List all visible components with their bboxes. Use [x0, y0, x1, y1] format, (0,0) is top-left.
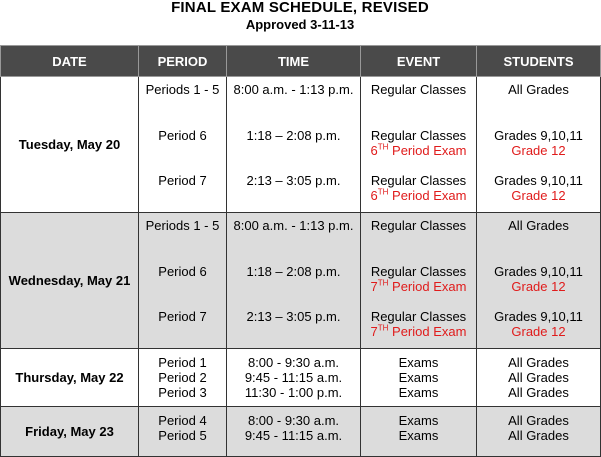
time-text: 8:00 - 9:30 a.m. [247, 413, 340, 428]
column-header-event: EVENT [361, 46, 477, 77]
period-text: Period 3 [158, 385, 207, 400]
time-text: 8:00 a.m. - 1:13 p.m. [233, 82, 354, 97]
students-text: All Grades [508, 355, 569, 370]
students-text: All Grades [508, 385, 569, 400]
students-cell [477, 349, 601, 407]
students-cell [477, 213, 601, 349]
time-text: 9:45 - 11:15 a.m. [244, 370, 343, 385]
students-highlight: Grade 12 [511, 143, 566, 158]
students-text: Grades 9,10,11 [494, 128, 583, 143]
time-cell [227, 213, 361, 349]
column-header-time: TIME [227, 46, 361, 77]
date-cell: Wednesday, May 21 [1, 213, 139, 349]
event-text: Exams [398, 413, 439, 428]
students-highlight: Grade 12 [511, 188, 566, 203]
event-text: Exams [398, 385, 439, 400]
time-text: 11:30 - 1:00 p.m. [244, 385, 343, 400]
table-row-wednesday [1, 213, 601, 349]
event-text: Exams [398, 428, 439, 443]
event-text: Exams [398, 355, 439, 370]
students-highlight: Grade 12 [511, 324, 566, 339]
period-text: Period 1 [158, 355, 207, 370]
exam-note: 7TH Period Exam [370, 278, 467, 294]
period-text: Period 6 [158, 264, 207, 279]
event-text: Regular Classes [370, 173, 467, 188]
period-text: Period 4 [158, 413, 207, 428]
table-row-thursday [1, 349, 601, 407]
time-text: 8:00 - 9:30 a.m. [247, 355, 340, 370]
students-text: All Grades [508, 413, 569, 428]
time-text: 8:00 a.m. - 1:13 p.m. [233, 218, 354, 233]
students-cell [477, 77, 601, 213]
period-cell [139, 213, 227, 349]
event-text: Regular Classes [370, 309, 467, 324]
period-text: Period 2 [158, 370, 207, 385]
students-text: All Grades [508, 82, 569, 97]
students-text: Grades 9,10,11 [494, 309, 583, 324]
date-cell: Thursday, May 22 [1, 349, 139, 407]
students-text: All Grades [508, 428, 569, 443]
time-text: 9:45 - 11:15 a.m. [244, 428, 343, 443]
period-text: Period 6 [158, 128, 207, 143]
period-text: Periods 1 - 5 [145, 218, 220, 233]
table-row-friday [1, 407, 601, 457]
time-text: 1:18 – 2:08 p.m. [246, 264, 341, 279]
time-text: 1:18 – 2:08 p.m. [246, 128, 341, 143]
exam-schedule-table [0, 45, 601, 457]
date-cell: Friday, May 23 [1, 407, 139, 457]
event-text: Regular Classes [370, 264, 467, 279]
event-cell [361, 77, 477, 213]
students-text: All Grades [508, 218, 569, 233]
column-header-period: PERIOD [139, 46, 227, 77]
time-cell [227, 407, 361, 457]
exam-note: 7TH Period Exam [370, 323, 467, 339]
period-text: Period 7 [158, 309, 207, 324]
exam-note: 6TH Period Exam [370, 187, 467, 203]
event-cell [361, 349, 477, 407]
exam-note: 6TH Period Exam [370, 142, 467, 158]
period-text: Periods 1 - 5 [145, 82, 220, 97]
time-cell [227, 77, 361, 213]
period-cell [139, 349, 227, 407]
time-text: 2:13 – 3:05 p.m. [246, 173, 341, 188]
event-text: Regular Classes [370, 82, 467, 97]
students-cell [477, 407, 601, 457]
students-text: All Grades [508, 370, 569, 385]
event-text: Regular Classes [370, 128, 467, 143]
document-subtitle: Approved 3-11-13 [245, 17, 355, 32]
students-text: Grades 9,10,11 [494, 264, 583, 279]
time-text: 2:13 – 3:05 p.m. [246, 309, 341, 324]
period-cell [139, 77, 227, 213]
period-text: Period 5 [158, 428, 207, 443]
event-text: Exams [398, 370, 439, 385]
column-header-date: DATE [1, 46, 139, 77]
students-text: Grades 9,10,11 [494, 173, 583, 188]
event-cell [361, 213, 477, 349]
header-row [1, 46, 601, 77]
time-cell [227, 349, 361, 407]
document-title: FINAL EXAM SCHEDULE, REVISED [171, 0, 429, 16]
event-text: Regular Classes [370, 218, 467, 233]
students-highlight: Grade 12 [511, 279, 566, 294]
column-header-students: STUDENTS [477, 46, 601, 77]
period-cell [139, 407, 227, 457]
table-row-tuesday [1, 77, 601, 213]
period-text: Period 7 [158, 173, 207, 188]
event-cell [361, 407, 477, 457]
date-cell: Tuesday, May 20 [1, 77, 139, 213]
